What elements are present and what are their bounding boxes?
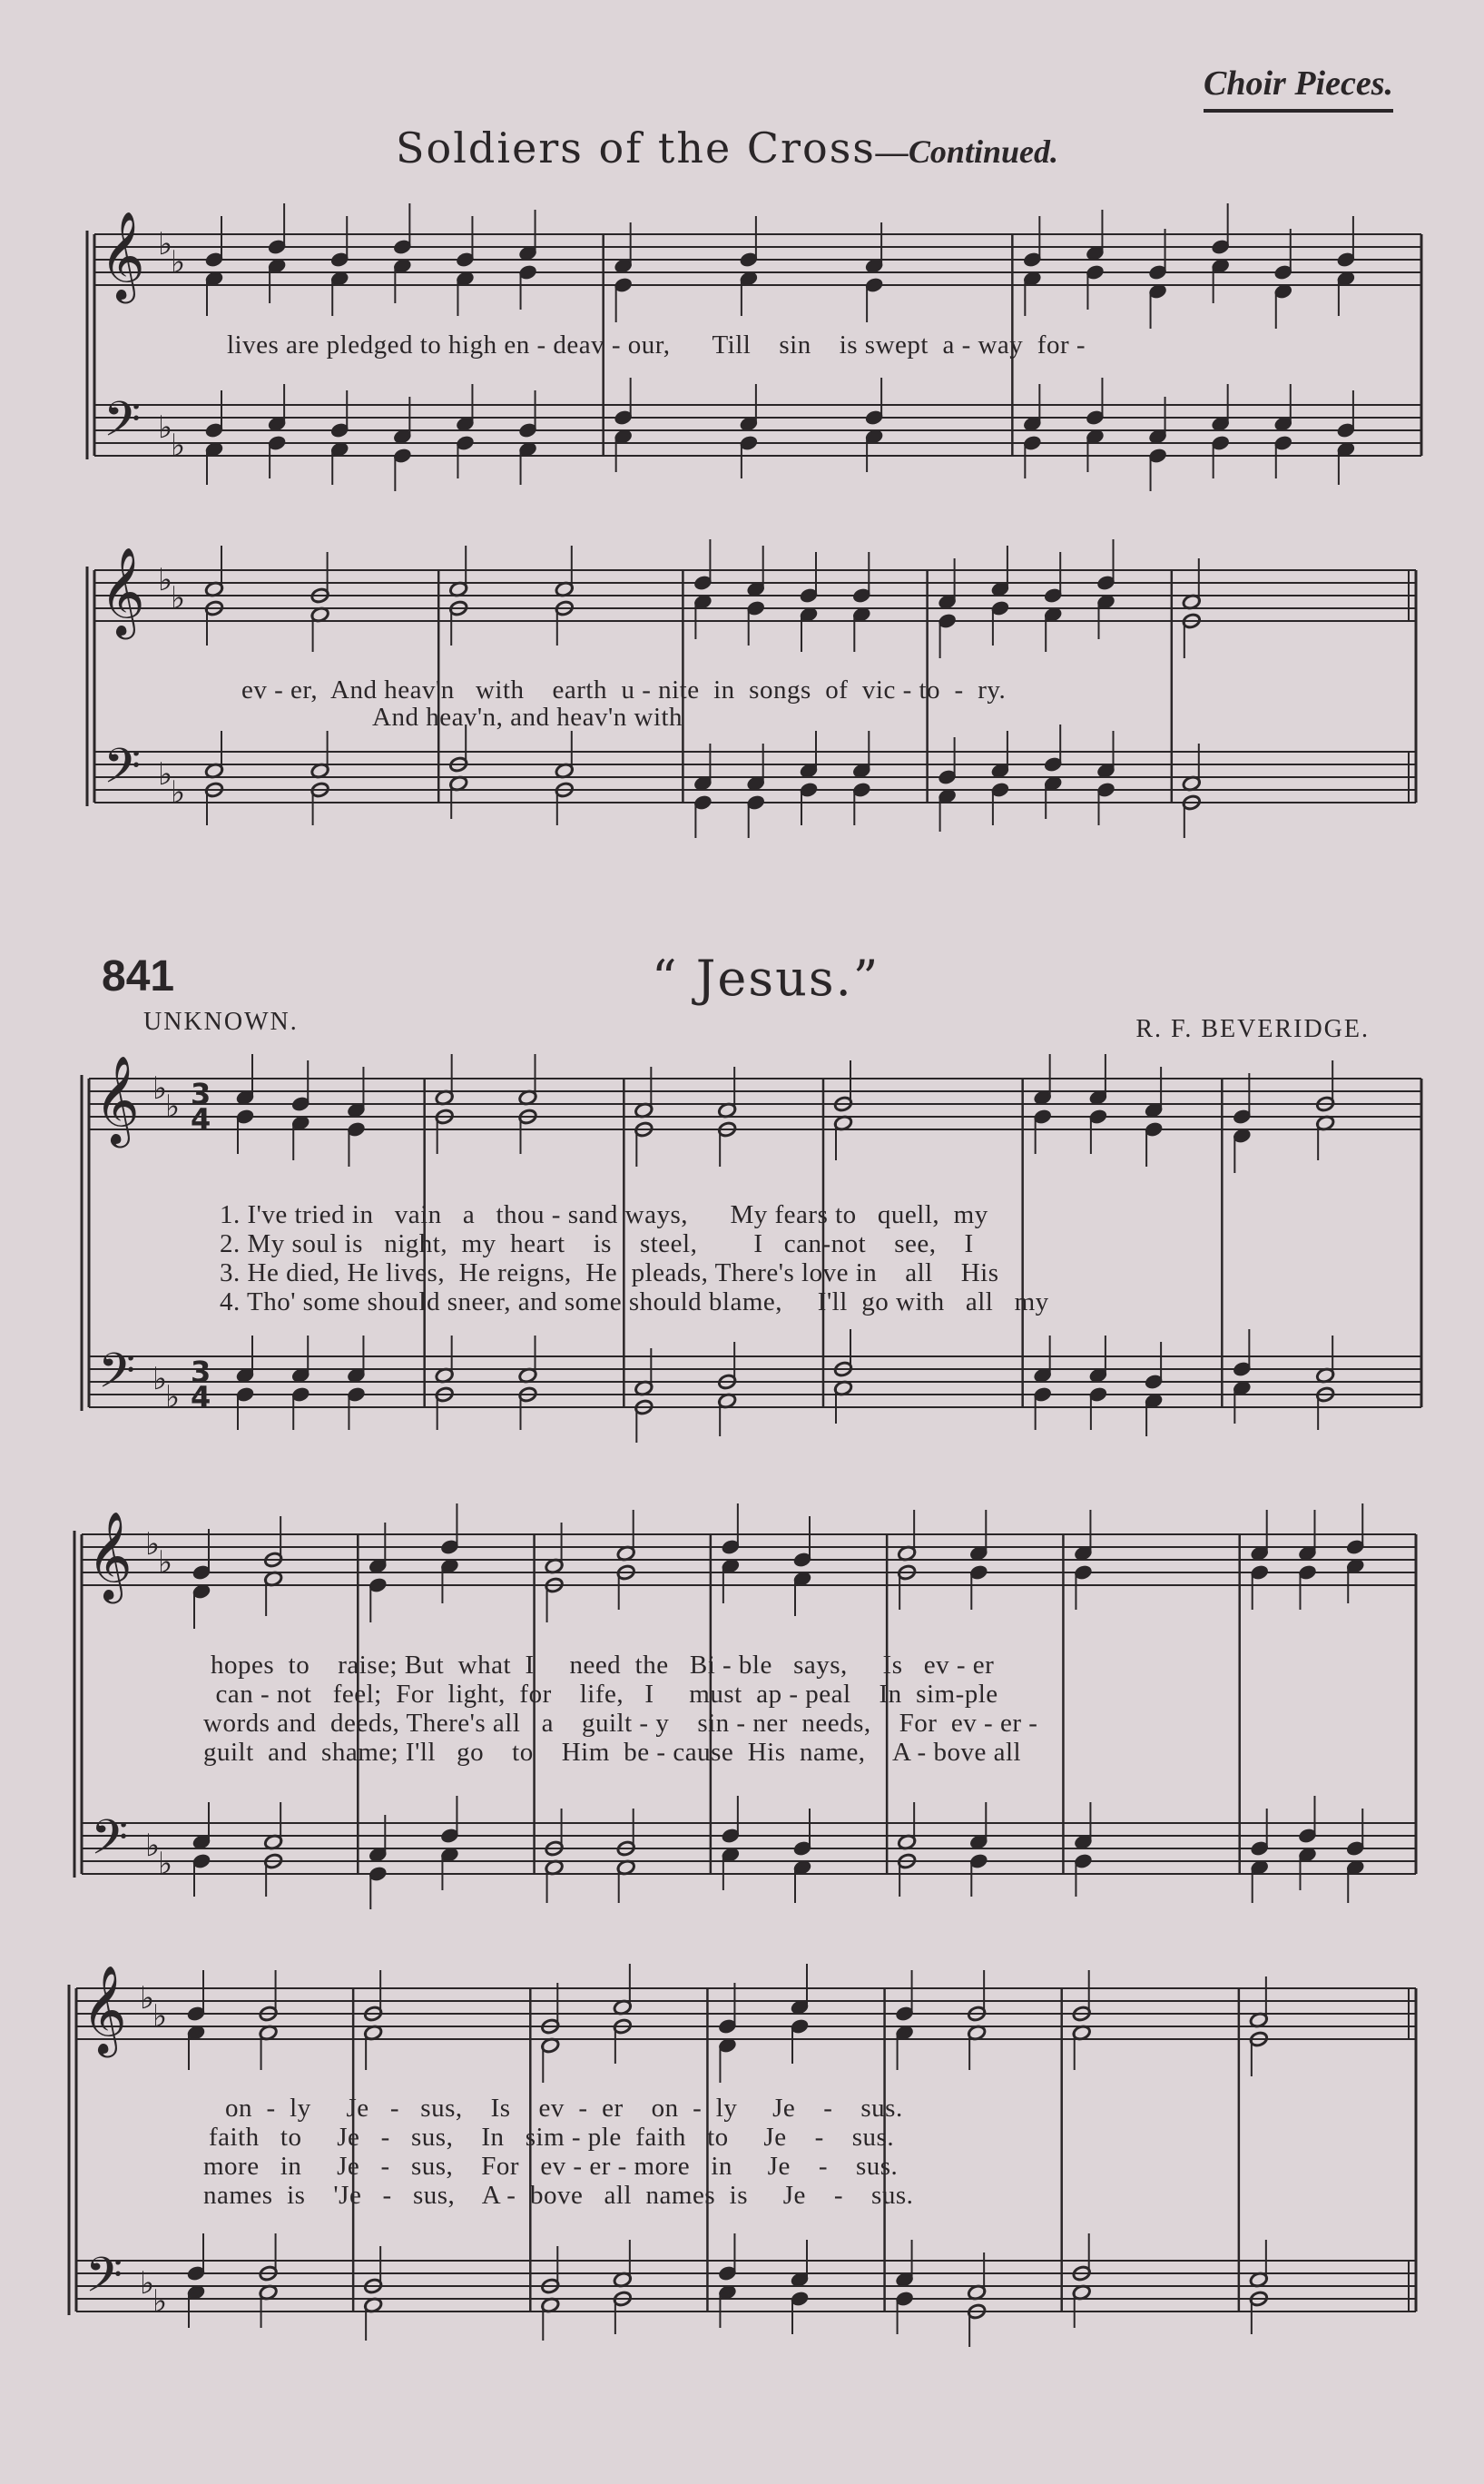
flat-icon: ♭ <box>140 2265 155 2302</box>
bass-clef-icon: 𝄢 <box>103 739 142 806</box>
flat-icon: ♭ <box>140 1980 155 2016</box>
lyric-verse-4: names is 'Je - sus, A - bove all names is Je - sus. <box>203 2181 914 2210</box>
lyric-verse-2: can - not feel; For light, for life, I must ap - peal In sim-ple <box>201 1680 998 1709</box>
flat-icon: ♭ <box>152 1361 168 1397</box>
bass-clef-icon: 𝄢 <box>85 2248 123 2315</box>
lyric-verse-1: hopes to raise; But what I need the Bi - ble says, Is ev - er <box>211 1651 995 1680</box>
flat-icon: ♭ <box>165 1089 181 1125</box>
author-credit: UNKNOWN. <box>143 1008 299 1036</box>
bass-clef-icon: 𝄢 <box>103 392 142 459</box>
flat-icon: ♭ <box>152 1998 168 2035</box>
flat-icon: ♭ <box>158 756 173 793</box>
flat-icon: ♭ <box>145 1828 161 1864</box>
hymn-number: 841 <box>102 952 175 1000</box>
bass-clef-icon: 𝄢 <box>91 1810 129 1878</box>
flat-icon: ♭ <box>158 226 173 262</box>
lyric-verse-4: guilt and shame; I'll go to Him be - cause His name, A - bove all <box>203 1738 1022 1767</box>
lyric-verse-1: 1. I've tried in vain a thou - sand ways, My fears to quell, my <box>220 1200 988 1229</box>
lyric-line: lives are pledged to high en - deav - our, Till sin is swept a - way for - <box>227 330 1086 360</box>
time-signature-bottom: 4 <box>191 1380 211 1414</box>
time-signature-top: 3 <box>191 1077 211 1111</box>
treble-clef-icon: 𝄞 <box>100 211 145 300</box>
composer-credit: R. F. BEVERIDGE. <box>1135 1015 1370 1043</box>
lyric-alt-line: And heav'n, and heav'n with <box>372 703 683 732</box>
continued-label: —Continued. <box>875 133 1058 170</box>
flat-icon: ♭ <box>165 1379 181 1415</box>
treble-clef-icon: 𝄞 <box>82 1965 127 2054</box>
flat-icon: ♭ <box>152 1070 168 1107</box>
treble-clef-icon: 𝄞 <box>100 547 145 636</box>
flat-icon: ♭ <box>158 1846 173 1882</box>
time-signature-bottom: 4 <box>191 1102 211 1137</box>
flat-icon: ♭ <box>171 580 186 616</box>
flat-icon: ♭ <box>171 428 186 464</box>
flat-icon: ♭ <box>171 244 186 281</box>
flat-icon: ♭ <box>158 562 173 598</box>
lyric-verse-4: 4. Tho' some should sneer, and some should blame, I'll go with all my <box>220 1287 1049 1316</box>
lyric-verse-3: words and deeds, There's all a guilt - y sin - ner needs, For ev - er - <box>203 1709 1038 1738</box>
lyric-verse-3: more in Je - sus, For ev - er - more in Je - sus. <box>203 2152 899 2181</box>
flat-icon: ♭ <box>145 1526 161 1562</box>
flat-icon: ♭ <box>158 1544 173 1581</box>
continued-hymn-title-text: Soldiers of the Cross <box>396 123 876 172</box>
lyric-verse-2: 2. My soul is night, my heart is steel, I can-not see, I <box>220 1229 974 1258</box>
flat-icon: ♭ <box>158 409 173 446</box>
treble-clef-icon: 𝄞 <box>94 1055 140 1144</box>
lyric-verse-1: on - ly Je - sus, Is ev - er on - ly Je - sus. <box>225 2094 903 2123</box>
treble-clef-icon: 𝄞 <box>87 1511 133 1600</box>
time-signature-top: 3 <box>191 1355 211 1389</box>
bass-clef-icon: 𝄢 <box>98 1344 136 1411</box>
lyric-line: ev - er, And heav'n with earth u - nite in songs of vic - to - ry. <box>241 675 1007 705</box>
lyric-verse-2: faith to Je - sus, In sim - ple faith to Je - sus. <box>209 2123 895 2152</box>
hymn-title: “ Jesus.” <box>652 950 880 1007</box>
flat-icon: ♭ <box>152 2283 168 2320</box>
section-tag: Choir Pieces. <box>1204 64 1393 113</box>
lyric-verse-3: 3. He died, He lives, He reigns, He pleads, There's love in all His <box>220 1258 999 1287</box>
flat-icon: ♭ <box>171 774 186 811</box>
